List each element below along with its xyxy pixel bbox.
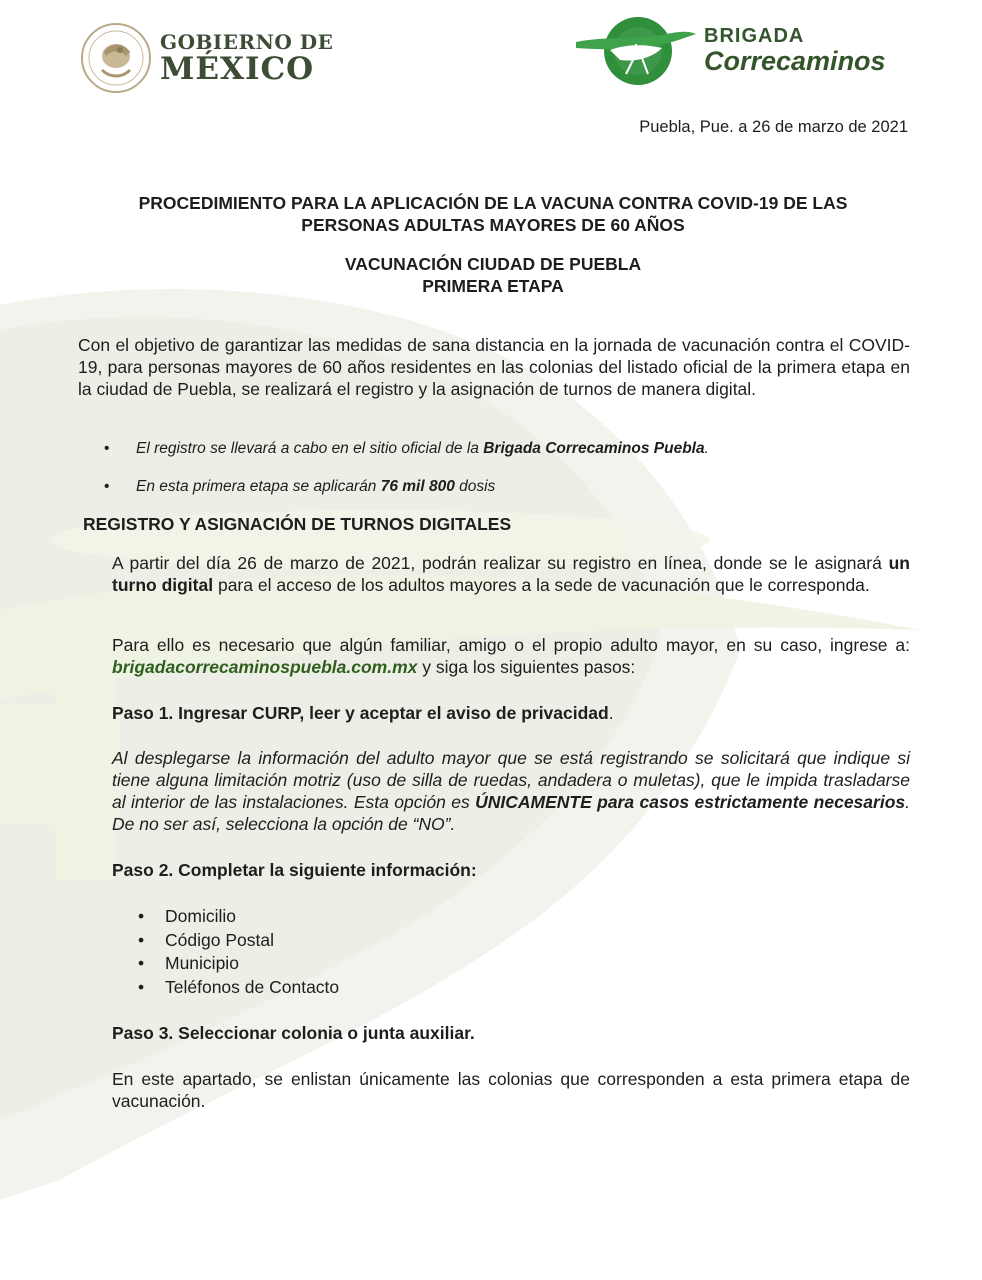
paso-1-body [112,747,910,835]
bullet1-bold: Brigada Correcaminos Puebla [483,440,705,457]
gob-logo-line2: MÉXICO [160,50,315,87]
title-line-1: PROCEDIMIENTO PARA LA APLICACIÓN DE LA VACUNA CONTRA COVID-19 DE LAS [138,193,848,213]
national-seal-icon [80,22,152,94]
document-title [70,192,916,236]
website-link[interactable]: brigadacorrecaminospuebla.com.mx [112,657,418,677]
bullet-item [104,478,904,496]
section-heading: REGISTRO Y ASIGNACIÓN DE TURNOS DIGITALES [83,514,512,534]
list-item-domicilio: • Domicilio [138,905,339,929]
paso1-body-pre: Al desplegarse la información del adulto mayor que se está registrando se solicitará que indique si tiene alguna limitación motriz (uso de silla de ruedas, andadera o muletas), que le impida trasladarse al interior de las instalaciones. Esta opción es [112,748,910,812]
bullet2-bold: 76 mil 800 [380,478,455,495]
brigada-correcaminos-logo [576,14,886,88]
gob-logo-line1: GOBIERNO DE [160,29,334,54]
paso-2-list [138,905,339,999]
intro-paragraph: Con el objetivo de garantizar las medidas de sana distancia en la jornada de vacunación contra el COVID-19, para personas mayores de 60 años residentes en las colonias del listado oficial de la primera etapa en la ciudad de Puebla, se realizará el registro y la asignación de turnos de manera digital. [78,335,910,399]
paso-3-body: En este apartado, se enlistan únicamente las colonias que corresponden a esta primera etapa de vacunación. [112,1069,910,1111]
bullet-item [104,440,904,458]
document-subtitle [70,253,916,297]
bullet1-end: . [704,440,709,457]
roadrunner-logo-icon [576,14,698,88]
list-item-codigo-postal: • Código Postal [138,929,339,953]
document-date: Puebla, Pue. a 26 de marzo de 2021 [639,118,908,136]
bullet-dosis [104,478,904,496]
p3-text-post: y siga los siguientes pasos: [417,657,636,677]
paso1-body-post: . De no ser así, selecciona la opción de “NO”. [112,792,910,834]
brigada-logo-line1: BRIGADA [704,25,805,48]
paso-2-heading: Paso 2. Completar la siguiente información: [112,860,477,880]
subtitle-line-2: PRIMERA ETAPA [422,276,564,296]
bullet2-text: En esta primera etapa se aplicarán [136,478,381,495]
paso1-body-bold: ÚNICAMENTE para casos estrictamente necesarios [475,792,906,812]
brigada-logo-line2: Correcaminos [704,46,886,77]
paso1-title-end: . [608,703,614,723]
list-item-municipio: • Municipio [138,952,339,976]
p2-text-pre: A partir del día 26 de marzo de 2021, podrán realizar su registro en línea, donde se le asignará [112,553,889,573]
bullet2-end: dosis [454,478,496,495]
instructions-paragraph [112,634,910,678]
p2-bold: un turno digital [112,553,910,595]
bullet-registro [104,440,904,458]
subtitle-line-1: VACUNACIÓN CIUDAD DE PUEBLA [344,254,642,274]
paso-3-heading: Paso 3. Seleccionar colonia o junta auxiliar. [112,1023,475,1043]
p2-text-post: para el acceso de los adultos mayores a la sede de vacunación que le corresponda. [213,575,870,595]
registration-paragraph [112,552,910,596]
title-line-2: PERSONAS ADULTAS MAYORES DE 60 AÑOS [301,215,685,235]
gobierno-mexico-logo [80,22,333,94]
list-item-telefonos: • Teléfonos de Contacto [138,976,339,1000]
p3-text-pre: Para ello es necesario que algún familiar, amigo o el propio adulto mayor, en su caso, ingrese a: [112,635,910,655]
paso-1-heading [112,703,614,724]
bullet1-text: El registro se llevará a cabo en el sitio oficial de la [136,440,484,457]
paso1-title: Paso 1. Ingresar CURP, leer y aceptar el aviso de privacidad [112,703,609,723]
